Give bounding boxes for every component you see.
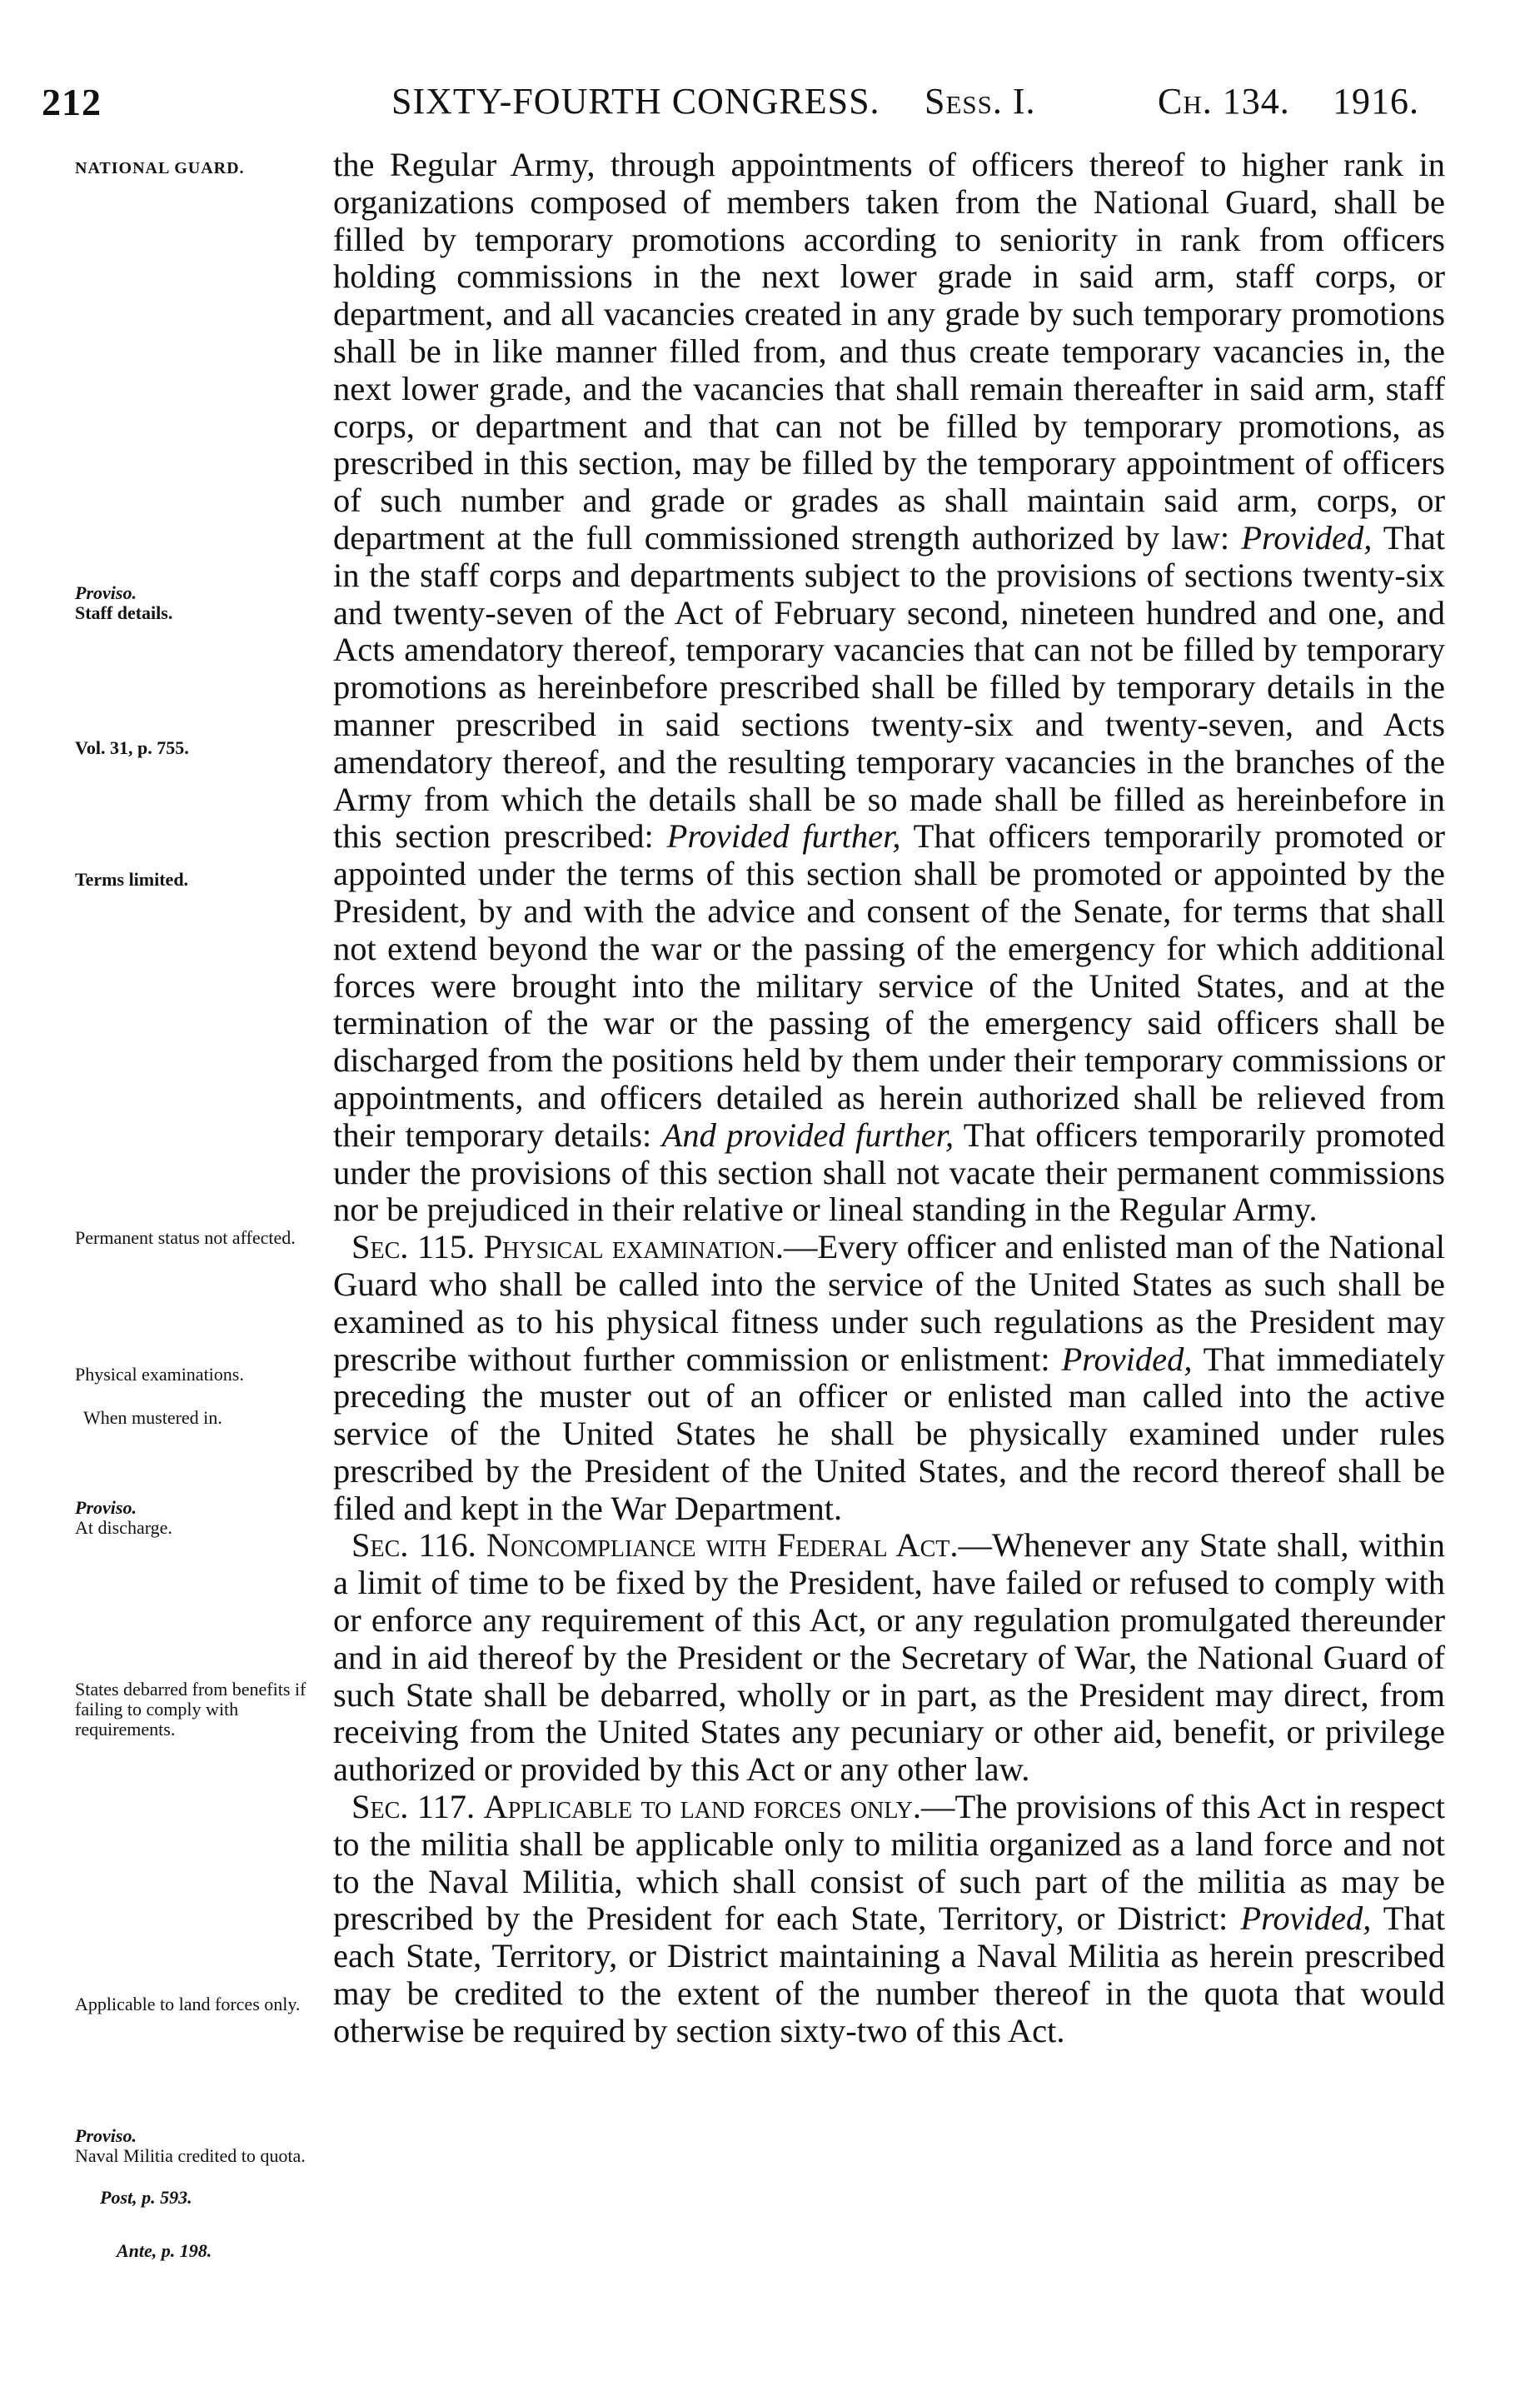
section-heading: Physical examination.	[483, 1228, 784, 1266]
running-header	[0, 80, 1540, 130]
text-run: That each State, Territory, or District maintaining a Naval Militia as herein prescribed may be credited to the extent of the number thereof in the quota that would otherwise be required by section sixty-two of this Act.	[333, 1899, 1445, 2049]
margin-note-states-debarred: States debarred from benefits if failing to comply with requirements.	[75, 1679, 307, 1740]
margin-note-post-reference: Post, p. 593.	[100, 2187, 192, 2208]
margin-note-physical-examinations: Physical examinations.	[75, 1364, 244, 1385]
margin-note-staff-details: Staff details.	[75, 602, 173, 623]
margin-note-terms-limited: Terms limited.	[75, 869, 189, 890]
text-run: That in the staff corps and departments subject to the provisions of sections twenty-six and twenty-seven of the Act of February second, nineteen hundred and one, and Acts amendatory thereof, temporary vacancies that can not be filled by temporary promotions as hereinbefore prescribed shall be filled by temporary details in the manner prescribed in said sections twenty-six and twenty-seven, and Acts amendatory thereof, and the resulting temporary vacancies in the branches of the Army from which the details shall be so made shall be filled as hereinbefore in this section prescribed:	[333, 518, 1445, 856]
page-number: 212	[42, 81, 102, 123]
section-116	[333, 1527, 1445, 1789]
margin-note-applicable-land-forces: Applicable to land forces only.	[75, 1994, 301, 2014]
margin-note-when-mustered: When mustered in.	[83, 1407, 222, 1428]
section-number: Sec. 117.	[351, 1788, 476, 1826]
section-heading: Applicable to land forces only.	[483, 1788, 922, 1826]
paragraph-regular-army	[333, 147, 1445, 1229]
text-run: That immediately preceding the muster out of an officer or enlisted man called into the active service of the United States he shall be physically examined under rules prescribed by the President of the United States, and the record thereof shall be filed and kept in the War Department.	[333, 1340, 1445, 1527]
margin-note-naval-militia: Naval Militia credited to quota.	[75, 2145, 306, 2166]
proviso-word: Provided,	[1241, 518, 1373, 557]
text-run: —Every officer and enlisted man of the National Guard who shall be called into the service of the United States as such shall be examined as to his physical fitness under such regulations as the President may prescribe without further commission or enlistment:	[333, 1228, 1445, 1378]
margin-note-national-guard: NATIONAL GUARD.	[75, 159, 245, 177]
margin-note-proviso-2: Proviso.	[75, 1497, 137, 1518]
margin-note-at-discharge: At discharge.	[75, 1517, 172, 1538]
section-117	[333, 1789, 1445, 2050]
year-label: 1916.	[1333, 81, 1419, 122]
margin-note-vol-reference: Vol. 31, p. 755.	[75, 737, 189, 758]
session-label: Sess. I.	[924, 81, 1036, 122]
margin-note-proviso: Proviso.	[75, 582, 137, 603]
text-run: —The provisions of this Act in respect to the militia shall be applicable only to militia organized as a land force and not to the Naval Militia, which shall consist of such part of the militia as may be prescribed by the President for each State, Territory, or District:	[333, 1788, 1446, 1938]
chapter-label: Ch. 134.	[1158, 81, 1290, 122]
margin-note-proviso-3: Proviso.	[75, 2125, 137, 2146]
section-115	[333, 1229, 1445, 1527]
section-number: Sec. 115.	[351, 1228, 476, 1266]
congress-title: SIXTY-FOURTH CONGRESS.	[391, 81, 880, 122]
statute-text	[333, 147, 1445, 2050]
text-run: the Regular Army, through appointments of officers thereof to higher rank in organizations composed of members taken from the National Guard, shall be filled by temporary promotions according to seniority in rank from officers holding commissions in the next lower grade in said arm, staff corps, or department, and all vacancies created in any grade by such temporary promotions shall be in like manner filled from, and thus create temporary vacancies in, the next lower grade, and the vacancies that shall remain thereafter in said arm, staff corps, or department and that can not be filled by temporary promotions, as prescribed in this section, may be filled by the temporary appointment of officers of such number and grade or grades as shall maintain said arm, corps, or department at the full commissioned strength authorized by law:	[333, 146, 1445, 557]
section-heading: Noncompliance with Federal Act.	[486, 1526, 959, 1565]
proviso-word: Provided,	[1240, 1899, 1372, 1938]
proviso-word: And provided further,	[661, 1116, 954, 1154]
text-run: That officers temporarily promoted under the provisions of this section shall not vacate their permanent commissions nor be prejudiced in their relative or lineal standing in the Regular Army.	[333, 1116, 1445, 1229]
proviso-word: Provided further,	[666, 817, 901, 856]
margin-note-permanent-status: Permanent status not affected.	[75, 1227, 296, 1248]
margin-note-ante-reference: Ante, p. 198.	[117, 2240, 212, 2261]
text-run: —Whenever any State shall, within a limit of time to be fixed by the President, have failed or refused to comply with or enforce any requirement of this Act, or any regulation promulgated thereunder and in aid thereof by the President or the Secretary of War, the National Guard of such State shall be debarred, wholly or in part, as the President may direct, from receiving from the United States any pecuniary or other aid, benefit, or privilege authorized or provided by this Act or any other law.	[333, 1526, 1445, 1789]
text-run: That officers temporarily promoted or appointed under the terms of this section shall be promoted or appointed by the President, by and with the advice and consent of the Senate, for terms that shall not extend beyond the war or the passing of the emergency for which additional forces were brought into the military service of the United States, and at the termination of the war or the passing of the emergency said officers shall be discharged from the positions held by them under their temporary commissions or appointments, and officers detailed as herein authorized shall be relieved from their temporary details:	[333, 817, 1445, 1154]
proviso-word: Provided,	[1061, 1340, 1193, 1378]
section-number: Sec. 116.	[351, 1526, 476, 1565]
